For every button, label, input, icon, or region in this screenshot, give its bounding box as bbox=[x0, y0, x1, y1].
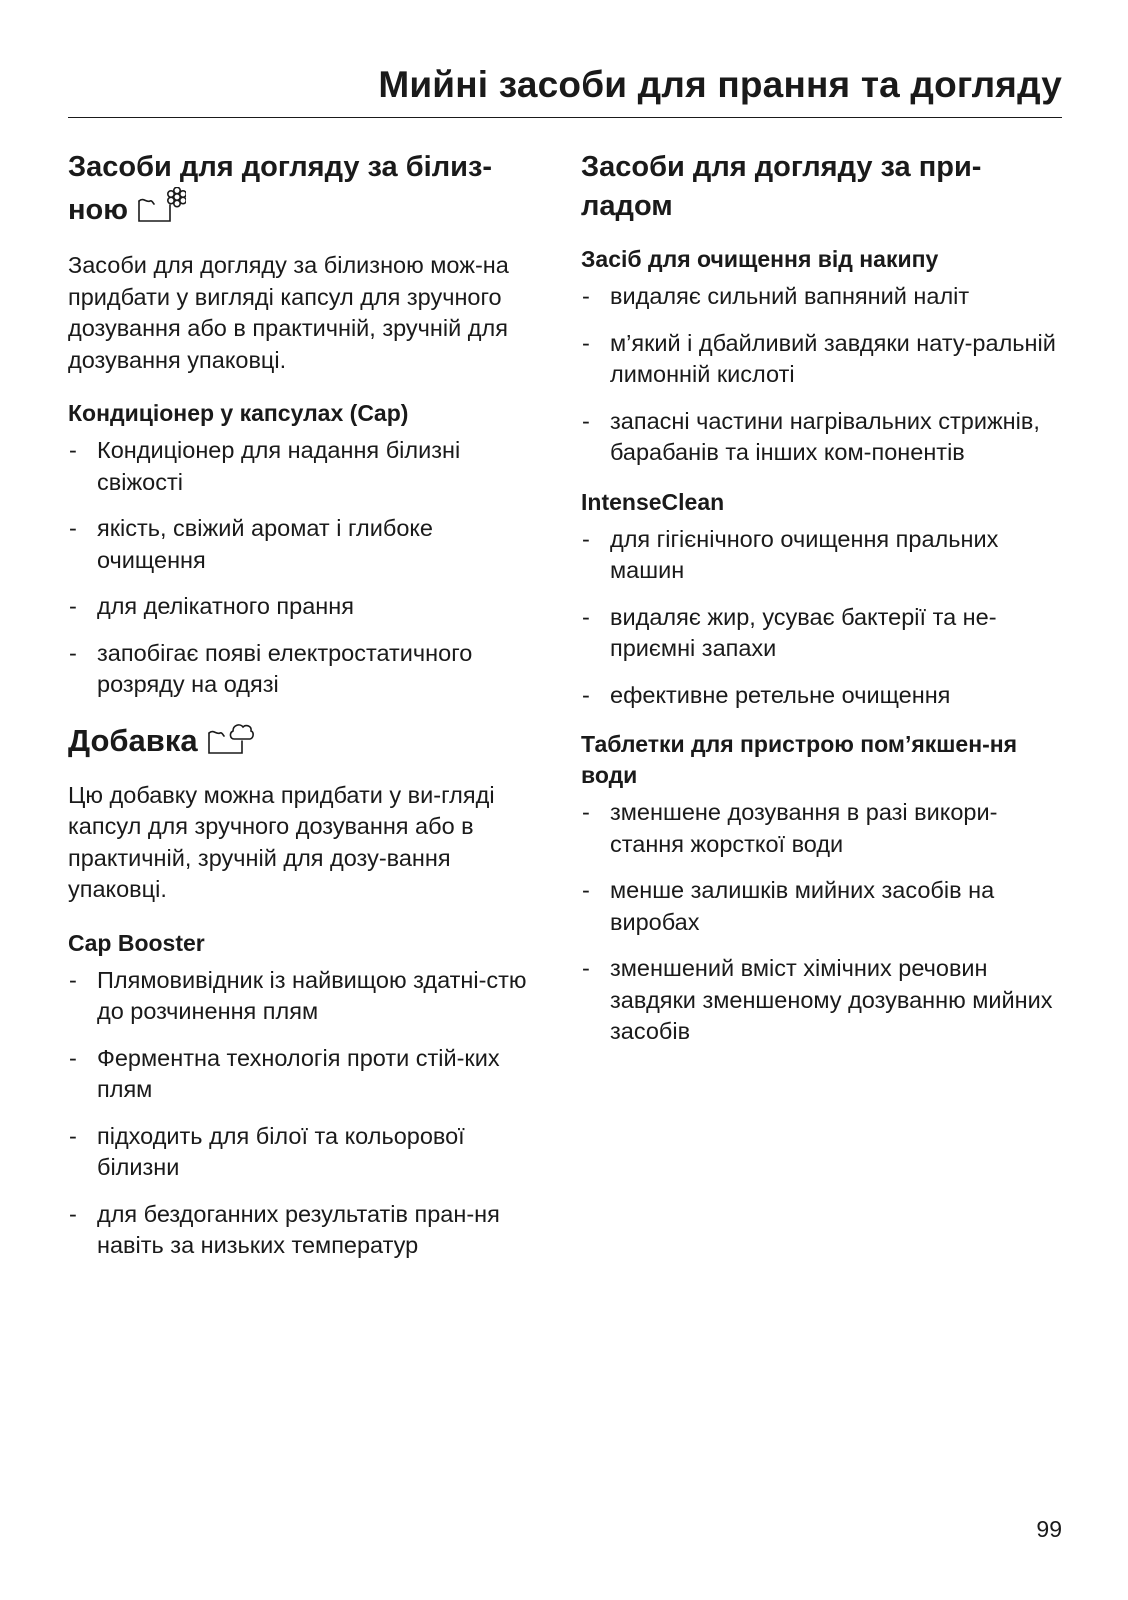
list-item-text: ефективне ретельне очищення bbox=[610, 681, 951, 708]
right-column bbox=[581, 148, 1062, 1066]
list-item bbox=[581, 406, 1062, 469]
list-item bbox=[581, 328, 1062, 391]
section-heading-appliance-care: Засоби для догляду за при- ладом bbox=[581, 151, 982, 222]
softener-tablets-list bbox=[581, 797, 1062, 1048]
page-number: 99 bbox=[1036, 1516, 1062, 1542]
list-item bbox=[68, 965, 548, 1028]
subsection-title-cap-booster: Cap Booster bbox=[68, 929, 205, 956]
list-item bbox=[68, 513, 548, 576]
list-item-text: Кондиціонер для надання білизні свіжості bbox=[97, 437, 461, 495]
list-item-text: зменшене дозування в разі викори-стання жорсткої води bbox=[610, 799, 998, 857]
dash-marker: - bbox=[582, 877, 590, 903]
list-item bbox=[68, 591, 548, 623]
dash-marker: - bbox=[582, 283, 590, 309]
dash-marker: - bbox=[69, 1200, 77, 1227]
section-heading-fabric-care bbox=[68, 148, 548, 236]
list-item-text: підходить для білої та кольорової білизни bbox=[97, 1122, 465, 1180]
additive-compartment-icon bbox=[206, 719, 256, 766]
intenseclean-list bbox=[581, 524, 1062, 712]
dash-marker: - bbox=[582, 525, 590, 552]
list-item bbox=[68, 638, 548, 701]
dash-marker: - bbox=[582, 799, 590, 825]
section-heading-fabric-care-text: Засоби для догляду за білиз- ною bbox=[68, 151, 493, 226]
list-item bbox=[68, 1043, 548, 1106]
list-item bbox=[581, 281, 1062, 313]
list-item bbox=[68, 1121, 548, 1184]
list-item-text: запасні частини нагрівальних стрижнів, барабанів та інших ком-понентів bbox=[610, 407, 1040, 465]
left-column bbox=[68, 148, 548, 1280]
list-item bbox=[581, 875, 1062, 938]
list-item bbox=[581, 524, 1062, 587]
list-item-text: зменшений вміст хімічних речовин завдяки зменшеному дозуванню мийних засобів bbox=[610, 955, 1053, 1044]
dash-marker: - bbox=[582, 407, 590, 434]
dash-marker: - bbox=[69, 1044, 77, 1071]
list-item-text: видаляє жир, усуває бактерії та не-приємні запахи bbox=[610, 603, 997, 661]
section-heading-additive-text: Добавка bbox=[68, 722, 198, 758]
dash-marker: - bbox=[582, 329, 590, 356]
list-item-text: для гігієнічного очищення пральних машин bbox=[610, 525, 999, 583]
list-item bbox=[581, 602, 1062, 665]
cap-list bbox=[68, 435, 548, 701]
list-item bbox=[581, 797, 1062, 860]
list-item-text: видаляє сильний вапняний наліт bbox=[610, 283, 970, 309]
list-item-text: для делікатного прання bbox=[97, 593, 354, 619]
dash-marker: - bbox=[69, 515, 77, 541]
descaler-list bbox=[581, 281, 1062, 469]
subsection-title-softener-tablets: Таблетки для пристрою пом’якшен-ня води bbox=[581, 731, 1018, 788]
header-divider bbox=[68, 117, 1062, 118]
list-item-text: м’який і дбайливий завдяки нату-ральній лимонній кислоті bbox=[610, 329, 1056, 387]
list-item bbox=[581, 680, 1062, 712]
list-item-text: менше залишків мийних засобів на виробах bbox=[610, 877, 995, 935]
list-item-text: якість, свіжий аромат і глибоке очищення bbox=[97, 515, 433, 573]
list-item-text: запобігає появі електростатичного розряду на одязі bbox=[97, 639, 473, 697]
dash-marker: - bbox=[69, 639, 77, 666]
page-title: Мийні засоби для прання та догляду bbox=[378, 64, 1062, 105]
list-item bbox=[68, 1199, 548, 1262]
cap-booster-list bbox=[68, 965, 548, 1262]
dash-marker: - bbox=[69, 1122, 77, 1149]
dash-marker: - bbox=[69, 437, 77, 463]
section-heading-additive bbox=[68, 719, 548, 766]
fabric-care-intro: Засоби для догляду за білизною мож-на придбати у вигляді капсул для зручного дозування або в практичній, зручній для дозування упаковці. bbox=[68, 252, 509, 373]
dash-marker: - bbox=[69, 593, 77, 619]
fabric-care-compartment-icon bbox=[136, 187, 186, 236]
list-item-text: Ферментна технологія проти стій-ких плям bbox=[97, 1044, 500, 1102]
subsection-title-cap: Кондиціонер у капсулах (Cap) bbox=[68, 400, 409, 426]
dash-marker: - bbox=[582, 603, 590, 630]
list-item bbox=[68, 435, 548, 498]
list-item-text: Плямовивідник із найвищою здатні-стю до розчинення плям bbox=[97, 966, 527, 1024]
additive-intro: Цю добавку можна придбати у ви-гляді капсул для зручного дозування або в практичній, зручній для дозу-вання упаковці. bbox=[68, 781, 495, 902]
subsection-title-intenseclean: IntenseClean bbox=[581, 488, 725, 515]
list-item-text: для бездоганних результатів пран-ня навіть за низьких температур bbox=[97, 1200, 500, 1258]
list-item bbox=[581, 953, 1062, 1048]
dash-marker: - bbox=[582, 955, 590, 981]
subsection-title-descaler: Засіб для очищення від накипу bbox=[581, 246, 939, 272]
dash-marker: - bbox=[69, 966, 77, 993]
dash-marker: - bbox=[582, 681, 590, 708]
